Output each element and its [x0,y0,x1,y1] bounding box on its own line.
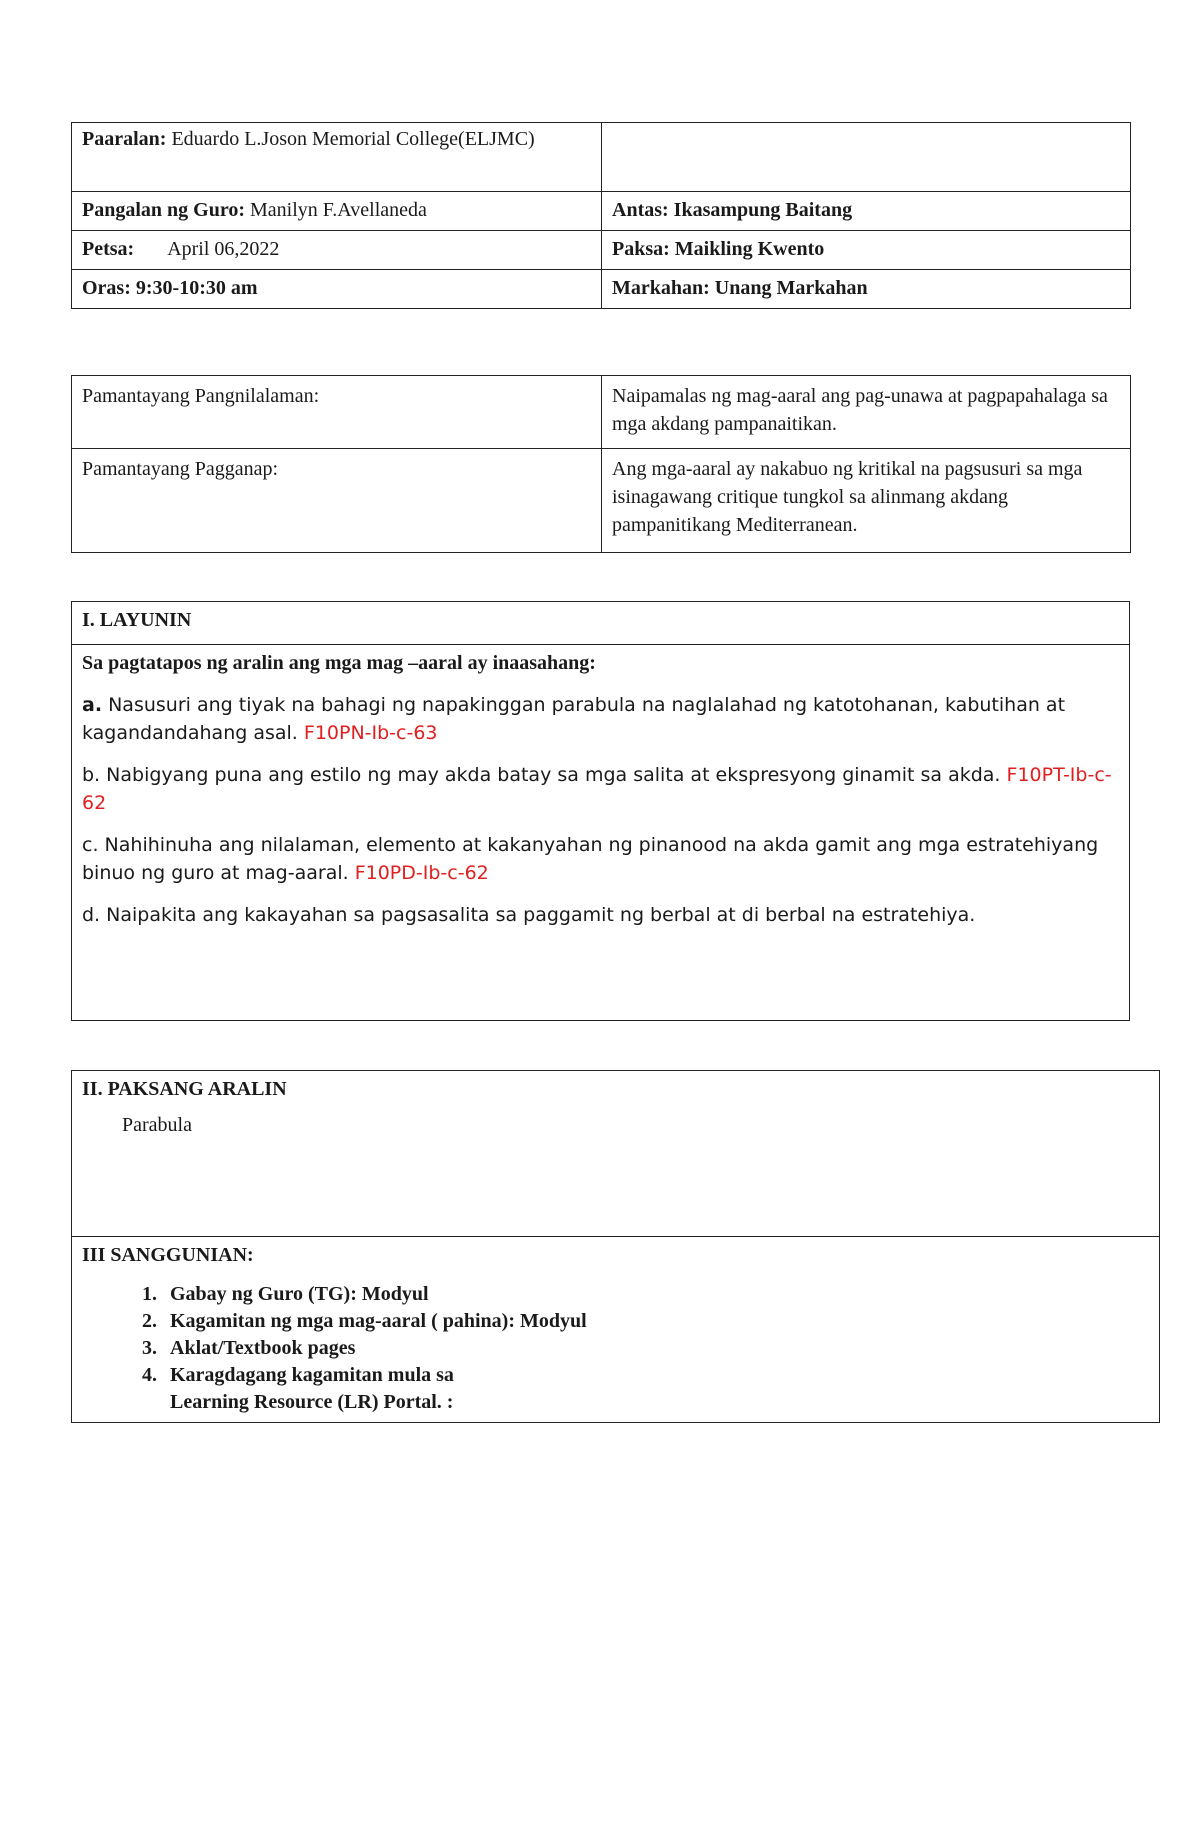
guro-cell [72,192,602,231]
paaralan-value: Eduardo L.Joson Memorial College(ELJMC) [171,128,535,150]
objective-letter: a. [82,694,103,716]
objective-text: Naipakita ang kakayahan sa pagsasalita sa paggamit ng berbal at di berbal na estratehiya. [106,904,976,926]
guro-label: Pangalan ng Guro: [82,199,245,221]
layunin-intro: Sa pagtatapos ng aralin ang mga mag –aaral ay inaasahang: [82,652,596,674]
standards-table [71,375,1131,553]
layunin-body [72,645,1130,1021]
list-item: 2. Kagamitan ng mga mag-aaral ( pahina): Modyul [162,1308,1149,1335]
pagganap-value: Ang mga-aaral ay nakabuo ng kritikal na pagsusuri sa mga isinagawang critique tungkol sa alinmang akdang pampanitikang Mediterranean. [602,449,1131,553]
objective-code: F10PT-Ib-c-62 [82,764,1112,814]
markahan-label: Markahan: [612,277,710,299]
layunin-table [71,601,1130,1021]
objective-code: F10PD-Ib-c-62 [354,862,489,884]
objective-c [82,831,1119,887]
objective-text: Nabigyang puna ang estilo ng may akda batay sa mga salita at ekspresyong ginamit sa akda. [106,764,1001,786]
list-item-line: Learning Resource (LR) Portal. : [170,1391,454,1413]
objective-letter: d. [82,904,101,926]
objective-code: F10PN-Ib-c-63 [303,722,438,744]
list-item: 1. Gabay ng Guro (TG): Modyul [162,1281,1149,1308]
paaralan-cell [72,123,602,192]
paksa-label: Paksa: [612,238,670,260]
pangnilalaman-value: Naipamalas ng mag-aaral ang pag-unawa at pagpapahalaga sa mga akdang pampanaitikan. [602,376,1131,449]
empty-cell [602,123,1131,192]
markahan-value: Unang Markahan [714,277,868,299]
header-table [71,122,1131,309]
oras-value: 9:30-10:30 am [135,277,258,299]
sanggunian-list [82,1281,1149,1416]
antas-label: Antas: [612,199,669,221]
paksang-aralin-value: Parabula [122,1114,192,1136]
list-item: 3. Aklat/Textbook pages [162,1335,1149,1362]
antas-cell [602,192,1131,231]
paksang-aralin-section [72,1071,1160,1237]
list-item [162,1362,1149,1416]
paksa-value: Maikling Kwento [674,238,825,260]
layunin-title: I. LAYUNIN [72,602,1130,645]
objective-d [82,901,1119,929]
petsa-value: April 06,2022 [167,238,280,260]
pangnilalaman-label: Pamantayang Pangnilalaman: [72,376,602,449]
objective-text: Nahihinuha ang nilalaman, elemento at kakanyahan ng pinanood na akda gamit ang mga estratehiyang binuo ng guro at mag-aaral. [82,834,1099,884]
paaralan-label: Paaralan: [82,128,167,150]
sanggunian-title: III SANGGUNIAN: [82,1244,254,1266]
list-item-line: Karagdagang kagamitan mula sa [170,1364,454,1386]
oras-cell [72,270,602,309]
pagganap-label: Pamantayang Pagganap: [72,449,602,553]
antas-value: Ikasampung Baitang [673,199,853,221]
oras-label: Oras: [82,277,131,299]
paksa-cell [602,231,1131,270]
objective-a [82,691,1119,747]
objective-letter: c. [82,834,99,856]
paksang-aralin-title: II. PAKSANG ARALIN [82,1078,287,1100]
guro-value: Manilyn F.Avellaneda [250,199,427,221]
paksa-sanggunian-table [71,1070,1160,1423]
objective-text: Nasusuri ang tiyak na bahagi ng napakinggan parabula na naglalahad ng katotohanan, kabutihan at kagandandahang asal. [82,694,1066,744]
sanggunian-section [72,1237,1160,1423]
petsa-label: Petsa: [82,238,135,260]
objective-b [82,761,1119,817]
petsa-cell [72,231,602,270]
markahan-cell [602,270,1131,309]
objective-letter: b. [82,764,101,786]
